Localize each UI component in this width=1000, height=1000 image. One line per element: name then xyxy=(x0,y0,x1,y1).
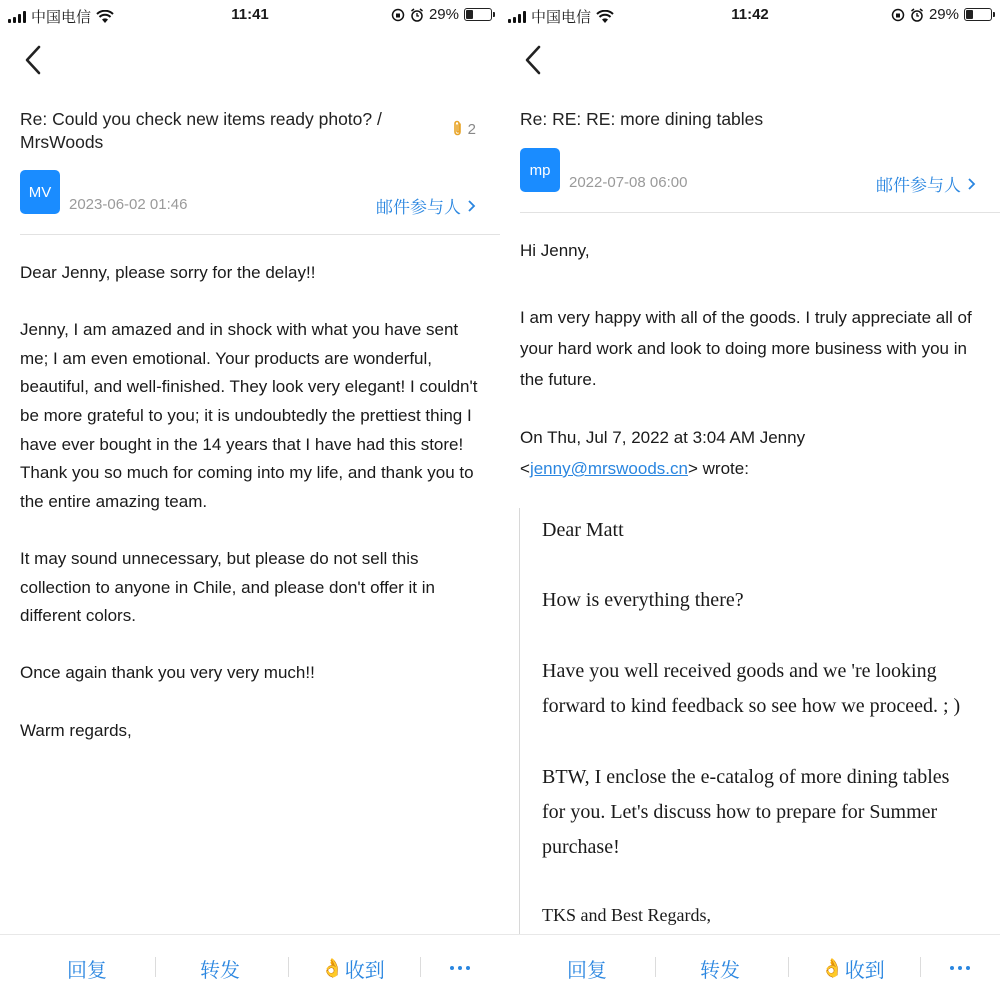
status-right-group xyxy=(391,6,492,23)
email-subject: Re: Could you check new items ready photo? / MrsWoods xyxy=(20,109,382,152)
status-bar xyxy=(500,0,1000,30)
quote-header-line2 xyxy=(520,459,980,479)
more-button[interactable] xyxy=(420,935,500,1000)
orientation-lock-icon xyxy=(891,8,905,22)
quote-line: Have you well received goods and we 're looking forward to kind feedback so see how we proceed. ; ) xyxy=(542,660,961,717)
body-paragraph: Jenny, I am amazed and in shock with what you have sent me; I am even emotional. Your products are wonderful, beautiful, and well-finished. They look very elegant! I couldn't be more grateful to you; it is undoubtedly the prettiest thing I have ever bought in the 14 years that I have had this store! Thank you so much for coming into my life, and thank you to the entire amazing team. xyxy=(20,320,478,511)
email-date: 2022-07-08 06:00 xyxy=(569,174,688,191)
quote-email-link[interactable]: jenny@mrswoods.cn xyxy=(529,459,688,478)
quote-salutation: Dear Matt xyxy=(542,519,624,541)
attachment-count: 2 xyxy=(467,120,476,138)
avatar[interactable]: mp xyxy=(520,148,560,192)
bottom-toolbar xyxy=(0,934,500,1000)
battery-label: 29% xyxy=(928,6,959,23)
status-time: 11:42 xyxy=(731,6,769,23)
participants-label: 邮件参与人 xyxy=(876,176,961,195)
status-time: 11:41 xyxy=(231,6,269,23)
carrier-label: 中国电信 xyxy=(31,9,92,26)
received-label: 收到 xyxy=(344,959,385,982)
back-chevron-icon[interactable] xyxy=(520,42,550,78)
chevron-right-icon xyxy=(467,199,476,213)
bottom-toolbar xyxy=(500,934,1000,1000)
participants-link[interactable] xyxy=(376,193,476,218)
alarm-icon xyxy=(910,8,924,22)
received-button[interactable] xyxy=(288,935,418,1000)
reply-greeting: Hi Jenny, xyxy=(520,241,590,260)
alarm-icon xyxy=(410,8,424,22)
chevron-right-icon xyxy=(967,177,976,191)
reply-message: I am very happy with all of the goods. I truly appreciate all of your hard work and look to doing more business with you in the future. xyxy=(520,308,972,389)
ok-hand-icon: 👌 xyxy=(821,957,844,978)
carrier-label: 中国电信 xyxy=(531,9,592,26)
body-paragraph: It may sound unnecessary, but please do not sell this collection to anyone in Chile, and please don't offer it in different colors. xyxy=(20,548,435,626)
more-dots-icon xyxy=(950,966,970,970)
header-divider xyxy=(520,212,1000,213)
received-label: 收到 xyxy=(844,959,885,982)
body-paragraph: Warm regards, xyxy=(20,720,132,740)
body-paragraph: Once again thank you very very much!! xyxy=(20,663,315,683)
quote-header: On Thu, Jul 7, 2022 at 3:04 AM Jenny xyxy=(520,428,806,447)
received-button[interactable] xyxy=(788,935,918,1000)
status-right-group xyxy=(891,6,992,23)
battery-label: 29% xyxy=(428,6,459,23)
paperclip-icon xyxy=(451,120,465,138)
participants-label: 邮件参与人 xyxy=(376,198,461,217)
quoted-message xyxy=(519,508,989,938)
body-paragraph: Dear Jenny, please sorry for the delay!! xyxy=(20,263,316,282)
more-dots-icon xyxy=(450,966,470,970)
forward-button[interactable]: 转发 xyxy=(700,959,740,982)
participants-link[interactable] xyxy=(876,171,976,196)
orientation-lock-icon xyxy=(391,8,405,22)
more-button[interactable] xyxy=(920,935,1000,1000)
email-subject: Re: RE: RE: more dining tables xyxy=(520,109,764,129)
avatar[interactable]: MV xyxy=(20,170,60,214)
quote-signoff: TKS and Best Regards, xyxy=(542,905,711,925)
quote-close: > wrote: xyxy=(687,459,749,478)
quote-open: < xyxy=(520,459,530,478)
email-body xyxy=(20,259,490,774)
quote-line: How is everything there? xyxy=(542,589,744,611)
forward-button[interactable]: 转发 xyxy=(200,959,240,982)
reply-button[interactable]: 回复 xyxy=(567,959,607,982)
ok-hand-icon: 👌 xyxy=(321,957,344,978)
header-divider xyxy=(20,234,500,235)
attachment-indicator[interactable] xyxy=(451,120,476,138)
back-chevron-icon[interactable] xyxy=(20,42,50,78)
battery-icon xyxy=(464,8,492,21)
status-bar xyxy=(0,0,500,30)
battery-icon xyxy=(964,8,992,21)
email-date: 2023-06-02 01:46 xyxy=(69,196,188,213)
reply-button[interactable]: 回复 xyxy=(67,959,107,982)
quote-line: BTW, I enclose the e-catalog of more dining tables for you. Let's discuss how to prepare for Summer purchase! xyxy=(542,766,950,858)
